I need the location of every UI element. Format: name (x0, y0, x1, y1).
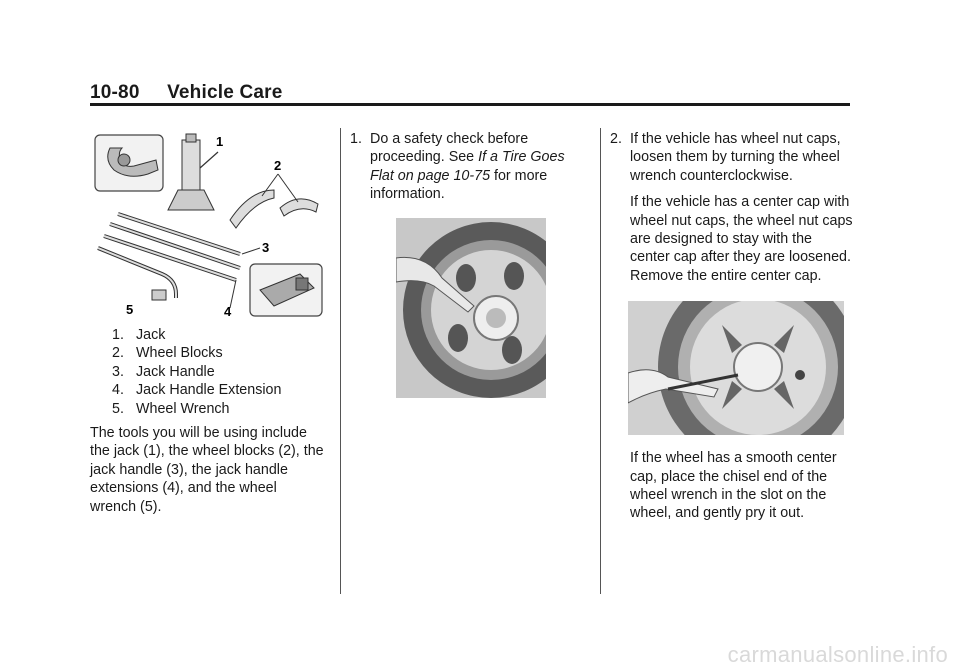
wheel-wrench-photo (396, 218, 546, 398)
wheel-blocks (230, 174, 318, 228)
legend-item: 4. Jack Handle Extension (112, 382, 282, 399)
watermark: carmanualsonline.info (727, 642, 948, 667)
legend-item: 1. Jack (112, 327, 166, 343)
section-title: Vehicle Care (167, 82, 283, 103)
callout-5: 5 (126, 302, 134, 317)
cross-reference-link[interactable]: If a Tire Goes Flat on page 10-75 (370, 149, 565, 184)
header-rule (90, 103, 850, 106)
column-2 (350, 130, 590, 398)
column-3 (610, 130, 855, 523)
center-cap-photo (628, 301, 844, 435)
tools-description: The tools you will be using include the jack (1), the wheel blocks (2), the jack handle (3), the jack handle extensions (4), and the wheel wrench (5). (90, 425, 324, 515)
page-number: 10-80 (90, 82, 140, 103)
legend-item: 5. Wheel Wrench (112, 400, 230, 417)
column-divider-2 (600, 128, 601, 594)
page-header (90, 82, 283, 104)
legend-item: 3. Jack Handle (112, 363, 215, 380)
step-2: 2. If the vehicle has wheel nut caps, loosen them by turning the wheel wrench counterclockwise. (610, 131, 841, 184)
callout-4: 4 (224, 304, 232, 319)
jack (168, 134, 218, 210)
jack-handles (104, 214, 240, 280)
step-1: 1. Do a safety check before proceeding. See If a Tire Goes Flat on page 10-75 for more information. (350, 131, 565, 203)
step-2-note-center-cap: If the vehicle has a center cap with wheel nut caps, the wheel nut caps are designed to stay with the center cap after they are loosened. Remove the entire center cap. (630, 194, 853, 284)
callout-3: 3 (262, 240, 270, 255)
tools-illustration (90, 130, 326, 320)
column-divider-1 (340, 128, 341, 594)
callout-1: 1 (216, 134, 224, 149)
column-1 (90, 130, 326, 516)
tools-legend (90, 326, 326, 418)
callout-2: 2 (274, 158, 282, 173)
legend-item: 2. Wheel Blocks (112, 345, 223, 362)
step-2-note-smooth-cap: If the wheel has a smooth center cap, place the chisel end of the wheel wrench in the slot on the wheel, and gently pry it out. (630, 450, 837, 522)
